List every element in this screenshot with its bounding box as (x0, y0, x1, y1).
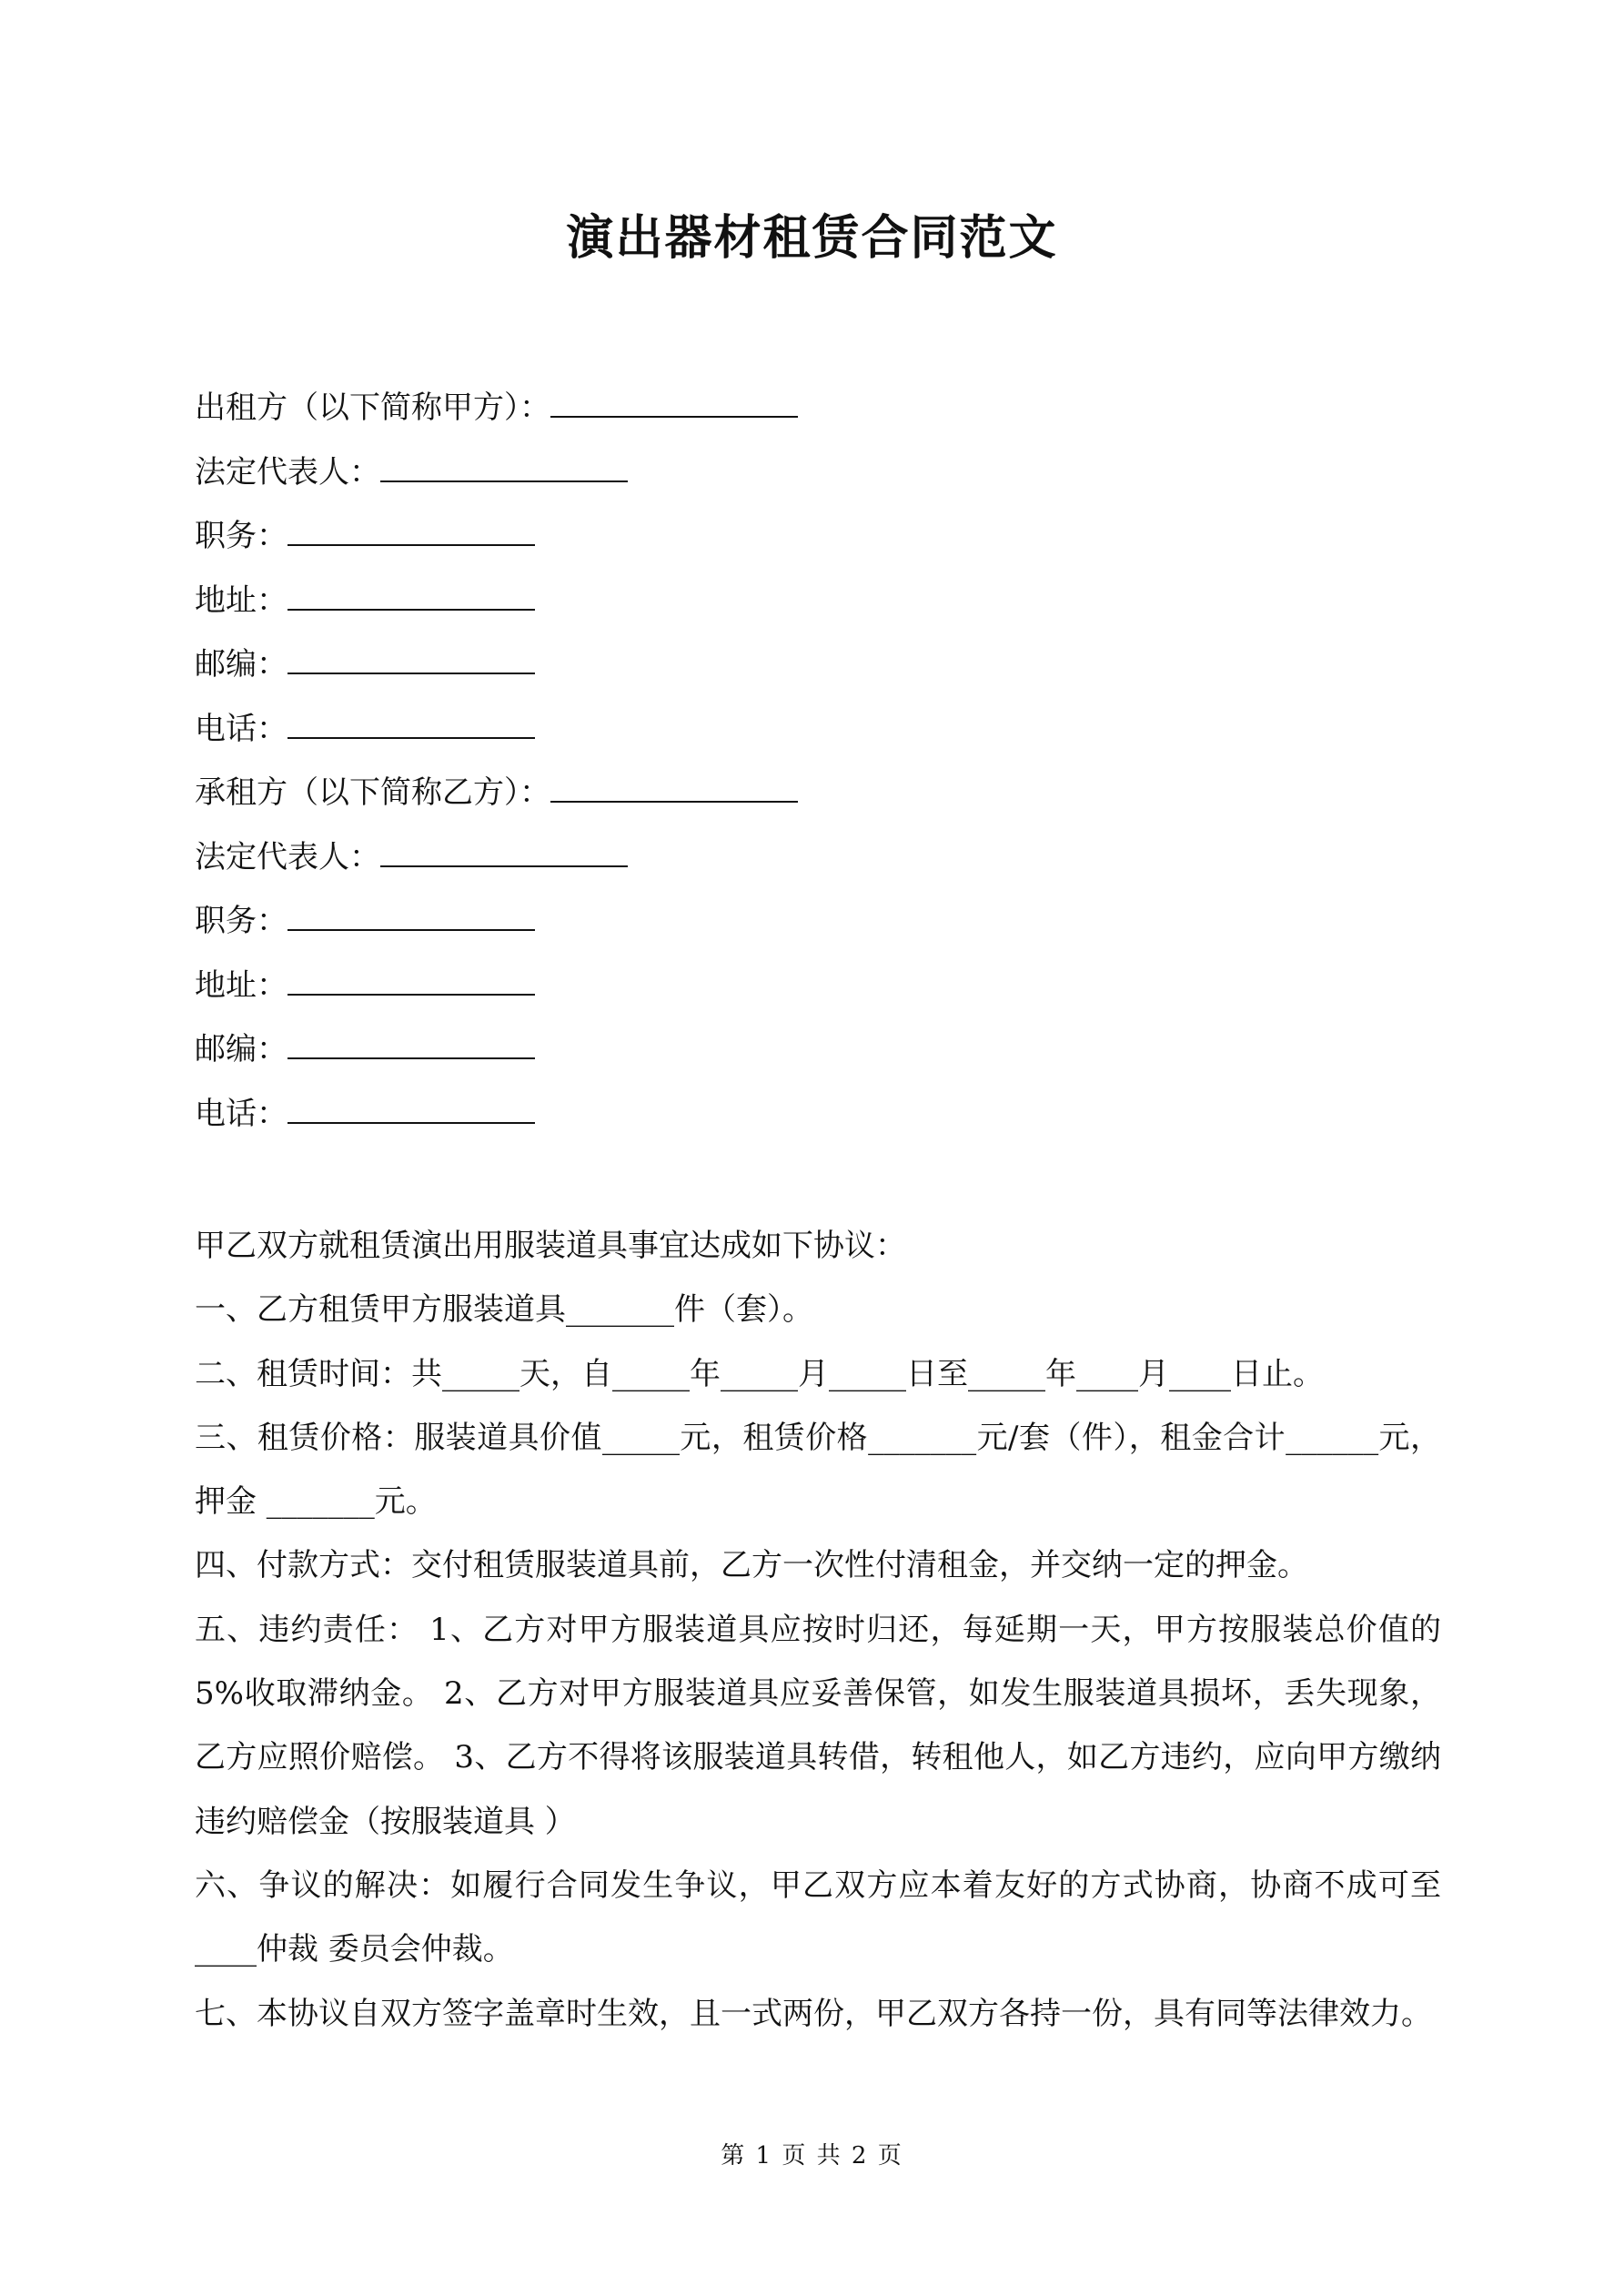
lessor-phone-label: 电话： (195, 710, 287, 747)
party-info (195, 376, 798, 1146)
lessor-name-blank (550, 396, 798, 418)
lessor-postcode-label: 邮编： (195, 646, 287, 683)
lessee-position-blank (287, 909, 535, 931)
clause-7: 七、本协议自双方签字盖章时生效，且一式两份，甲乙双方各持一份，具有同等法律效力。 (195, 1995, 1432, 2032)
clause-4: 四、付款方式：交付租赁服装道具前，乙方一次性付清租金，并交纳一定的押金。 (195, 1547, 1308, 1584)
lessor-postcode-row (195, 632, 798, 697)
clause-1: 一、乙方租赁甲方服装道具_______件（套）。 (195, 1291, 813, 1329)
lessee-address-row (195, 954, 798, 1018)
document-title: 演出器材租赁合同范文 (566, 210, 1058, 266)
clause-3: 三、租赁价格：服装道具价值_____元，租赁价格_______元/套（件），租金合计______元，押金 _______元。 (195, 1419, 1441, 1521)
clause-5: 五、违约责任： 1、乙方对甲方服装道具应按时归还，每延期一天，甲方按服装总价值的 5%收取滞纳金。 2、乙方对甲方服装道具应妥善保管，如发生服装道具损坏，丢失现象，乙方应照价赔偿。 3、乙方不得将该服装道具转借，转租他人，如乙方违约，应向甲方缴纳违约赔偿金（按服装道具 ） (195, 1611, 1441, 1840)
clause-6: 六、争议的解决：如履行合同发生争议，甲乙双方应本着友好的方式协商，协商不成可至____仲裁 委员会仲裁。 (195, 1866, 1441, 1968)
lessor-rep-row (195, 440, 798, 505)
lessor-phone-blank (287, 717, 535, 739)
lessee-name-blank (550, 781, 798, 803)
page-footer: 第 1 页 共 2 页 (721, 2142, 903, 2170)
lessee-name-row (195, 761, 798, 825)
lessee-phone-label: 电话： (195, 1095, 287, 1132)
lessee-address-label: 地址： (195, 966, 287, 1004)
lessor-phone-row (195, 697, 798, 762)
lessee-position-row (195, 889, 798, 954)
lessee-postcode-label: 邮编： (195, 1031, 287, 1067)
lessee-phone-row (195, 1082, 798, 1147)
lessor-rep-blank (380, 460, 628, 482)
clause-2: 二、租赁时间：共_____天，自_____年_____月_____日至_____年____月____日止。 (195, 1355, 1324, 1392)
lessee-phone-blank (287, 1102, 535, 1124)
lessor-rep-label: 法定代表人： (195, 453, 380, 491)
lessor-address-blank (287, 589, 535, 611)
lessee-name-label: 承租方（以下简称乙方）： (195, 774, 550, 811)
lessee-rep-label: 法定代表人： (195, 838, 380, 875)
agreement-intro: 甲乙双方就租赁演出用服装道具事宜达成如下协议： (195, 1228, 906, 1264)
lessee-rep-row (195, 825, 798, 890)
lessor-position-label: 职务： (195, 518, 287, 554)
lessee-position-label: 职务： (195, 903, 287, 939)
lessor-position-blank (287, 524, 535, 546)
lessee-postcode-blank (287, 1037, 535, 1059)
lessor-name-row (195, 376, 798, 440)
lessor-postcode-blank (287, 652, 535, 674)
lessee-postcode-row (195, 1017, 798, 1082)
lessor-position-row (195, 504, 798, 569)
lessor-name-label: 出租方（以下简称甲方）： (195, 389, 550, 426)
agreement-body (195, 1214, 1441, 2046)
lessor-address-row (195, 569, 798, 633)
lessee-rep-blank (380, 845, 628, 867)
lessor-address-label: 地址： (195, 582, 287, 619)
lessee-address-blank (287, 974, 535, 996)
